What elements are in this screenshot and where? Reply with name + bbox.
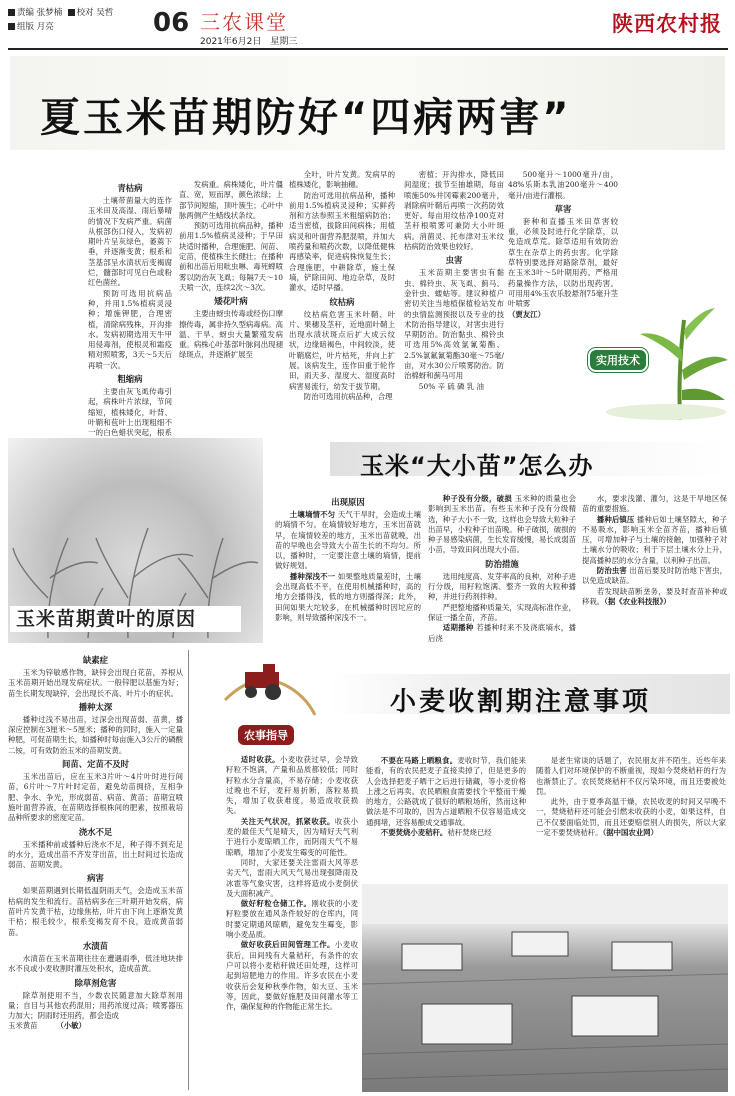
subhead-aihuaye: 矮花叶病 bbox=[214, 296, 248, 307]
seedling-title: 玉米“大小苗”怎么办 bbox=[360, 452, 594, 480]
subhead-deficiency: 缺素症 bbox=[82, 655, 109, 665]
paragraph: 选用纯度高、发芽率高的良种，对种子进行分级，用籽粒饱满、整齐一致的大粒种播种，并进行药剂拌种。 bbox=[428, 571, 576, 602]
column-divider bbox=[188, 650, 189, 1090]
yellow-leaf-column bbox=[8, 652, 183, 1092]
subhead-cusuo: 粗缩病 bbox=[117, 374, 143, 385]
lead-phrase: 适期播种 bbox=[442, 623, 474, 633]
newspaper-logo: 陕西农村报 bbox=[612, 11, 722, 36]
seedling-column-3 bbox=[582, 494, 727, 654]
paragraph: 预防可选用抗病品种，并用1.5%植病灵浸种；增施钾肥，合理密植，清除病残株，开沟排水。发病初期选用天牛甲用侵毒剂，使根灵和霜疫精对照喷雾，3天～5天后再喷一次。 bbox=[88, 288, 172, 370]
source-credit: （贾友江） bbox=[508, 309, 545, 319]
wheat-column-2 bbox=[366, 756, 526, 881]
lead-phrase: 防治虫害 bbox=[596, 566, 627, 576]
seedling-title-banner bbox=[330, 432, 730, 482]
disease-column-1 bbox=[88, 180, 172, 438]
paragraph: 除草剂使用不当，少数农民随意加大除草剂用量；自目与其他农药混用；用药浓度过高；喷雾器压力加大；阴雨时还用药，都会造成 bbox=[8, 990, 183, 1021]
paragraph: 关注天气状况，抓紧收获。收获小麦的最佳天气是晴天，因为晴好天气利于进行小麦晾晒工作，而阴雨天气不易晾晒，增加了小麦发生霉变的可能性。 bbox=[226, 816, 358, 857]
paragraph: 主要由蚜虫传毒或经伤口摩擦传毒，属非持久型病毒病。高温、干旱、蚜虫大量繁殖发病重。病株心叶基部叶脉间出现褪绿斑点，并逐渐扩展至 bbox=[179, 309, 283, 360]
paragraph: 防治可选用抗病品种，合理 bbox=[303, 391, 393, 401]
paragraph: 播种过浅不易出苗，过深会出现苗弱、苗黄，播深应控制在3厘米～5厘米；播种的同时，施入一定量种肥，可促苗期生长，如播种时每亩施入3公斤的磷酸二铵，可有效防治玉米的苗期发黄。 bbox=[8, 714, 183, 755]
paragraph: 如果苗期遇到长期低温阴雨天气，会造成玉米苗枯病的发生和流行。苗枯病多在三叶期开始发病，病苗叶片发黄干枯，边缘焦枯，叶片由下向上逐渐发黄干枯；根毛较少，根系变褐发育不良，造成黄苗弱苗。 bbox=[8, 886, 183, 937]
paragraph: 50% 辛 硫 磷 乳 油 bbox=[418, 381, 484, 391]
paragraph: 主要由灰飞虱传毒引起，病株叶片浓绿，节间缩短，植株矮化，叶背、叶鞘和苞叶上出现粗细不一的白色蜡状突起，根系 bbox=[88, 387, 172, 438]
paragraph: 不要焚烧小麦秸秆。秸秆焚烧已经 bbox=[380, 828, 492, 838]
paragraph: 玉米苗期主要害虫有黏虫、棉铃虫、灰飞虱、蓟马、金针虫、蝼蛄等。建议种植户密切关注当地植保植检站发布的虫情监测预报以及专业的技术防治指导建议，对害虫进行早期防治。防治黏虫、棉铃虫可选用5%高效氯氰菊酯、2.5%氯氟氰菊酯30毫～75毫/亩，对水30公斤喷雾防治。防治棉蚜和蓟马可用 bbox=[404, 268, 504, 381]
source-credit: （小敏） bbox=[56, 1021, 86, 1031]
paragraph: 纹枯病危害玉米叶鞘、叶片、果穗及茎秆，近地面叶鞘上出现水渍状斑点后扩大成云纹状，边缘暗褐色，中间较淡，使叶鞘腐烂，叶片枯死，并向上扩展。该病发生，连作田重于轮作田，雨天多、湿度大、湿度高时病害易流行，幼发于拔节期。 bbox=[289, 309, 395, 391]
paragraph: 适期播种 若播种时来不及浇底墒水，播后浇 bbox=[428, 623, 576, 643]
paragraph: 此外，由于夏季高温干燥，农民收麦的时间又早晚不一，焚烧秸秆还可能会引燃未收获的小麦，如果这样，自己不仅要面临处罚，而且还要赔偿别人的损失，所以大家一定不要焚烧秸秆。（据中国农业网） bbox=[536, 797, 726, 838]
paragraph: 若发现缺苗断垄务，要及时查苗补种或移栽。（据《农业科技报》） bbox=[582, 586, 727, 606]
lead-phrase: 土壤墒情不匀 bbox=[289, 510, 336, 519]
subhead-chonghai: 虫害 bbox=[445, 255, 463, 266]
lead-phrase: 不要焚烧小麦秸秆。 bbox=[380, 828, 448, 838]
disease-column-2 bbox=[179, 180, 283, 360]
paragraph: 密植；开沟排水，降低田间湿度；拔节至抽雄期，每亩喷施50%井冈霉素200毫升，剥除病叶鞘后再喷一次药防效更好。每亩用纹枯净100克对茎秆根喷雾可兼防大小叶斑病。消菌灵、托布津对玉米纹枯病防治效果也较好。 bbox=[404, 170, 504, 252]
paragraph: 土壤带菌量大的连作玉米田及高湿、雨后暴晴的情况下发病严重。病菌从根部伤口侵入，发病初期叶片呈灰绿色，萎蔫下垂，并逐渐变黄；根系和茎基部呈水渍状后变褐腐烂，髓部时可见白色或粉红色菌丝。 bbox=[88, 196, 172, 288]
wheat-title-banner bbox=[330, 666, 730, 724]
subhead-qingku: 青枯病 bbox=[117, 183, 143, 193]
lead-phrase: 播种深浅不一 bbox=[289, 571, 336, 581]
paragraph: 做好收获后田间管理工作。小麦收获后，田间残有大量秸秆，有条件的农户可以将小麦秸秆做还田处理，这样可起到培肥地力的作用。许多农民在小麦收获后会复种秋季作物，如大豆、玉米等，因此，要做好施肥及田间灌水等工作，确保复种的作物能正常生长。 bbox=[226, 940, 358, 1012]
subhead-too-deep: 播种太深 bbox=[78, 701, 113, 712]
subhead-thinning: 间苗、定苗不及时 bbox=[62, 759, 129, 770]
paragraph: 做好籽粒仓储工作。刚收获的小麦籽粒要放在通风条件较好的仓库内，同时要定期通风晾晒，避免发生霉变，影响小麦品质。 bbox=[226, 899, 358, 940]
paragraph: 发病重。病株矮化，叶片僵直、宽，短而厚，颜色浓绿；上部节间短缩，顶叶簇生；心叶中脉两侧产生蜡线状条纹。 bbox=[179, 180, 283, 220]
paragraph: 播种深浅不一 如果整地质量差时，土壤会出现高低不平，在使用机械播种时，高的地方会播得浅，低的地方则播得深；此外，田间如果大坨较多，在机械播种时因坨应的影响，则导致播种深浅不一。 bbox=[275, 571, 421, 622]
paragraph: 播种后镇压 播种后如土壤坚隙大，种子不易吸水，影响玉米全苗齐苗，播种后镇压，可增加种子与土壤的接触，加强种子对土壤水分的吸收；利于下层土壤水分上升，提高播种层的水分含量，以利种子出苗。 bbox=[582, 514, 727, 565]
badge-practical-tech: 实用技术 bbox=[588, 348, 648, 372]
subhead-waterlogged: 水渍苗 bbox=[82, 940, 109, 951]
subhead-herbicide: 除草剂危害 bbox=[74, 977, 117, 988]
page-number: 06 bbox=[153, 8, 190, 38]
combine-harvester-icon bbox=[362, 884, 728, 1092]
lead-phrase: 适时收获。 bbox=[240, 755, 281, 764]
subhead-wenku: 纹枯病 bbox=[329, 296, 355, 307]
paragraph: 是老生常谈的话题了，农民朋友并不陌生。近些年来随着人们对环境保护的不断重视，现如今焚烧秸秆的行为也渐禁止了。农民焚烧秸秆不仅污染环境，而且还要被处罚。 bbox=[536, 756, 726, 796]
subhead-measures: 防治措施 bbox=[485, 558, 519, 569]
yellow-leaf-title: 玉米苗期黄叶的原因 bbox=[10, 606, 241, 632]
seedling-column-1 bbox=[275, 494, 421, 654]
subhead-disease: 病害 bbox=[87, 873, 104, 884]
wheat-title: 小麦收割期注意事项 bbox=[390, 687, 652, 717]
paragraph: 严把整地播种质量关，实现高标准作业，保证一播全苗，齐苗。 bbox=[428, 602, 576, 622]
section-title: 三农课堂 bbox=[200, 10, 288, 34]
paragraph: 适时收获。小麦收获过早，会导致籽粒不饱满，产量和品质都较低；同时籽粒水分含量高，不易存储；小麦收获过晚也不好，麦秆易折断，落粒易损失，增加了收获难度，易造成收获损失。 bbox=[226, 755, 358, 816]
paragraph: 土壤墒情不匀 天气干旱时，会造成土壤的墒情不匀。在墒情较好地方，玉米出苗就早，在墒情较差的地方，玉米出苗就晚，出苗的早晚也会导致大小苗生长的不均匀。所以，播种时，一定要注意土壤的墒情，提前做好规划。 bbox=[275, 510, 421, 571]
lead-phrase: 不要在马路上晒粮食。 bbox=[380, 756, 458, 765]
lead-phrase: 做好收获后田间管理工作。 bbox=[240, 940, 335, 950]
paragraph: 同时，大家还要关注雷雨大风等恶劣天气，雷雨大风天气易出现强降雨及冰雹等气象灾害，这样将造成小麦倒伏及大面积减产。 bbox=[226, 857, 358, 898]
paragraph: 不要在马路上晒粮食。麦收时节，我们能来能看，有的农民把麦子直接卖掉了，但是更多的人会选择把麦子晒干之后进行储藏，等小麦价格上涨之后再卖。农民晒粮食需要找个平整而干燥的地方，公路就成了很好的晒粮场所，然而这种做法是不可取的，因为占道晒粮不仅容易造成交通拥堵，还容易酿成交通事故。 bbox=[366, 756, 526, 827]
paragraph: 水渍苗在玉米苗期往往在遭遇雨季，低洼地块排水不良或小麦收割时灌压处积水，造成苗黄。 bbox=[8, 953, 183, 974]
harvest-photo bbox=[362, 884, 728, 1092]
subhead-caohai: 草害 bbox=[554, 203, 572, 214]
paragraph: 玉米黄苗 （小敏） bbox=[8, 1021, 86, 1031]
credit-layout: 组版 月亮 bbox=[8, 20, 158, 34]
paragraph: 全叶，叶片发黄。发病早的植株矮化，影响抽穗。 bbox=[289, 170, 395, 190]
source-credit: （据《农业科技报》） bbox=[604, 596, 671, 606]
paragraph: 玉米出苗后，应在玉米3片叶～4片叶时进行间苗，6片叶～7片叶时定苗，避免幼苗拥挤，互相争肥、争水、争光，形成弱苗、病苗、黄苗；苗期宜喷施叶面营养液，在苗期选择根株间的肥素，按照栽培品种所要求的密度定苗。 bbox=[8, 772, 183, 823]
disease-column-3 bbox=[289, 170, 395, 438]
wheat-column-3 bbox=[536, 756, 726, 881]
paragraph: 水，要求浅灌、灌匀，这是干旱地区保苗的重要措施。 bbox=[582, 494, 727, 514]
lead-phrase: 关注天气状况，抓紧收获。 bbox=[240, 816, 335, 826]
paragraph: 套种和直播玉米田草害较重，必须及时进行化学除草，以免造成草荒。除草适用有效防治草生在杂草上的药虫害。化学除草特别要选择对路除草剂，最好在玉米3叶～5叶期用药。严格用药量操作方法，以防出现药害。可用用4%玉农乐胶悬剂75毫升茎叶喷雾 bbox=[508, 216, 618, 309]
issue-date: 2021年6月2日 星期三 bbox=[200, 37, 298, 47]
credits bbox=[8, 6, 158, 34]
paragraph: 防治可选用抗病品种，播种前用1.5%植病灵浸种；实鲜药剂和方法参照玉米粗缩病防治；适当密植，拔除田间病株；用植病灵和叶面营养肥混喷，并加大喷药量和喷药次数，以降低健株再感染率，促进病株恢复生长；合理施肥，中耕除草，施土保墒，铲除田间、地边杂草，及时灌水，适时早播。 bbox=[289, 190, 395, 293]
masthead-rule bbox=[8, 48, 728, 50]
badge-farm-guidance: 农事指导 bbox=[238, 725, 294, 745]
paragraph: 玉米为锌敏感作物，缺锌会出现白花苗，养根从玉米苗期开始出现发病症状。一般锌肥以基施为好；苗生长期发现缺锌，会出现长不高、叶片小的症状。 bbox=[8, 668, 183, 698]
lead-phrase: 播种后镇压 bbox=[596, 514, 635, 524]
seedling-column-2 bbox=[428, 494, 576, 654]
credit-editor: 责编 张梦楠 bbox=[8, 8, 62, 18]
subhead-water: 浇水不足 bbox=[78, 826, 113, 837]
wheat-column-1 bbox=[226, 755, 358, 1093]
lead-phrase: 种子没有分级，破损 bbox=[442, 494, 513, 503]
lead-phrase: 做好籽粒仓储工作。 bbox=[240, 899, 312, 909]
paragraph: 防治虫害 出苗后要及时防治地下害虫，以免造成缺苗。 bbox=[582, 566, 727, 586]
subhead-causes: 出现原因 bbox=[331, 497, 365, 507]
source-credit: （据中国农业网） bbox=[602, 828, 658, 838]
paragraph: 预防可选用抗病品种，播种前用1.5%植病灵浸种；于早田块适时播种，合理施肥、间苗、定苗，使植株生长健壮；在播种前和出苗后用吡虫啉、毒死蜱喷雾以防治灰飞虱；每隔7天～10天喷一次，连续2次～3次。 bbox=[179, 221, 283, 292]
paragraph: 500毫升～1000毫升/亩，48%乐斯本乳油200毫升～400毫升/亩进行灌根。 bbox=[508, 170, 618, 200]
credit-proofreader: 校对 吴哲 bbox=[68, 8, 114, 18]
paragraph: 种子没有分级，破损 玉米种的质量也会影响到玉米出苗。有些玉米种子没有分级精选，种子大小不一致，这样也会导致大粒种子出苗早，小粒种子出苗晚。种子破损，破损的种子易感染病菌，生长发育缓慢，易长成弱苗小苗，导致田间出现大小苗。 bbox=[428, 494, 576, 555]
paragraph: 玉米播种前或播种后浇水不足，种子得不到充足的水分，造成出苗不齐发芽出苗，出土时间过长造成弱苗、苗期发黄。 bbox=[8, 839, 183, 870]
main-headline: 夏玉米苗期防好“四病两害” bbox=[40, 95, 572, 141]
disease-column-4 bbox=[404, 170, 504, 438]
